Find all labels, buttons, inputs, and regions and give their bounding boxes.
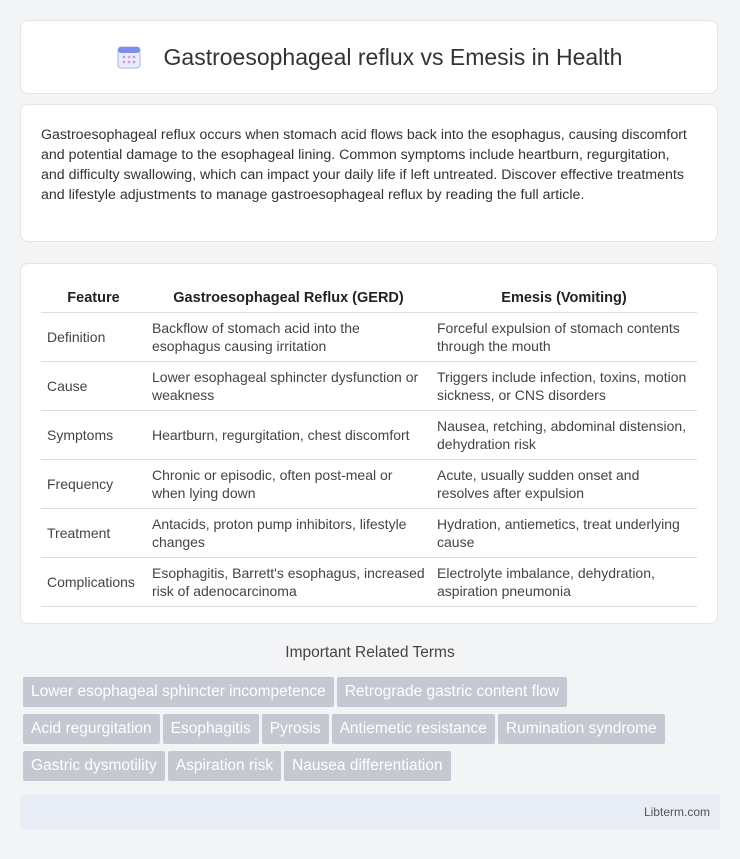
- page-title: Gastroesophageal reflux vs Emesis in Health: [163, 43, 623, 70]
- emesis-cell: Nausea, retching, abdominal distension, dehydration risk: [431, 411, 697, 460]
- gerd-cell: Heartburn, regurgitation, chest discomfort: [146, 411, 431, 460]
- related-term-tag[interactable]: Rumination syndrome: [498, 714, 665, 744]
- table-row: [41, 313, 697, 362]
- table-row: [41, 362, 697, 411]
- footer: [20, 795, 720, 829]
- intro-card: [20, 104, 718, 242]
- header-gerd: Gastroesophageal Reflux (GERD): [146, 284, 431, 313]
- related-term-tag[interactable]: Nausea differentiation: [284, 751, 451, 781]
- feature-cell: Cause: [41, 362, 146, 411]
- feature-cell: Symptoms: [41, 411, 146, 460]
- gerd-cell: Esophagitis, Barrett's esophagus, increased risk of adenocarcinoma: [146, 558, 431, 607]
- footer-brand[interactable]: Libterm.com: [643, 805, 710, 819]
- related-term-tag[interactable]: Acid regurgitation: [23, 714, 160, 744]
- gerd-cell: Antacids, proton pump inhibitors, lifestyle changes: [146, 509, 431, 558]
- table-row: [41, 411, 697, 460]
- related-term-tag[interactable]: Antiemetic resistance: [332, 714, 495, 744]
- comparison-card: [20, 263, 718, 624]
- emesis-cell: Acute, usually sudden onset and resolves after expulsion: [431, 460, 697, 509]
- gerd-cell: Chronic or episodic, often post-meal or when lying down: [146, 460, 431, 509]
- feature-cell: Treatment: [41, 509, 146, 558]
- related-terms-title: Important Related Terms: [285, 644, 455, 661]
- table-row: [41, 558, 697, 607]
- related-term-tag[interactable]: Esophagitis: [163, 714, 259, 744]
- gerd-cell: Lower esophageal sphincter dysfunction or weakness: [146, 362, 431, 411]
- table-row: [41, 460, 697, 509]
- feature-cell: Complications: [41, 558, 146, 607]
- header-feature: Feature: [41, 284, 146, 313]
- related-term-tag[interactable]: Pyrosis: [262, 714, 329, 744]
- related-term-tag[interactable]: Retrograde gastric content flow: [337, 677, 568, 707]
- intro-text: Gastroesophageal reflux occurs when stomach acid flows back into the esophagus, causing discomfort and potential damage to the esophageal lining. Common symptoms include heartburn, regurgitation, and difficulty swallowing, which can impact your daily life if left untreated. Discover effective treatments and lifestyle adjustments to manage gastroesophageal reflux by reading the full article.: [41, 127, 687, 203]
- table-row: [41, 509, 697, 558]
- related-terms-list: [23, 677, 723, 788]
- comparison-table: [41, 284, 697, 607]
- feature-cell: Frequency: [41, 460, 146, 509]
- emesis-cell: Electrolyte imbalance, dehydration, aspiration pneumonia: [431, 558, 697, 607]
- calendar-icon: [116, 44, 142, 70]
- emesis-cell: Forceful expulsion of stomach contents through the mouth: [431, 313, 697, 362]
- table-header-row: [41, 284, 697, 313]
- related-term-tag[interactable]: Gastric dysmotility: [23, 751, 165, 781]
- emesis-cell: Triggers include infection, toxins, motion sickness, or CNS disorders: [431, 362, 697, 411]
- feature-cell: Definition: [41, 313, 146, 362]
- header-emesis: Emesis (Vomiting): [431, 284, 697, 313]
- related-term-tag[interactable]: Lower esophageal sphincter incompetence: [23, 677, 334, 707]
- gerd-cell: Backflow of stomach acid into the esophagus causing irritation: [146, 313, 431, 362]
- emesis-cell: Hydration, antiemetics, treat underlying cause: [431, 509, 697, 558]
- header-card: [20, 20, 718, 94]
- related-term-tag[interactable]: Aspiration risk: [168, 751, 281, 781]
